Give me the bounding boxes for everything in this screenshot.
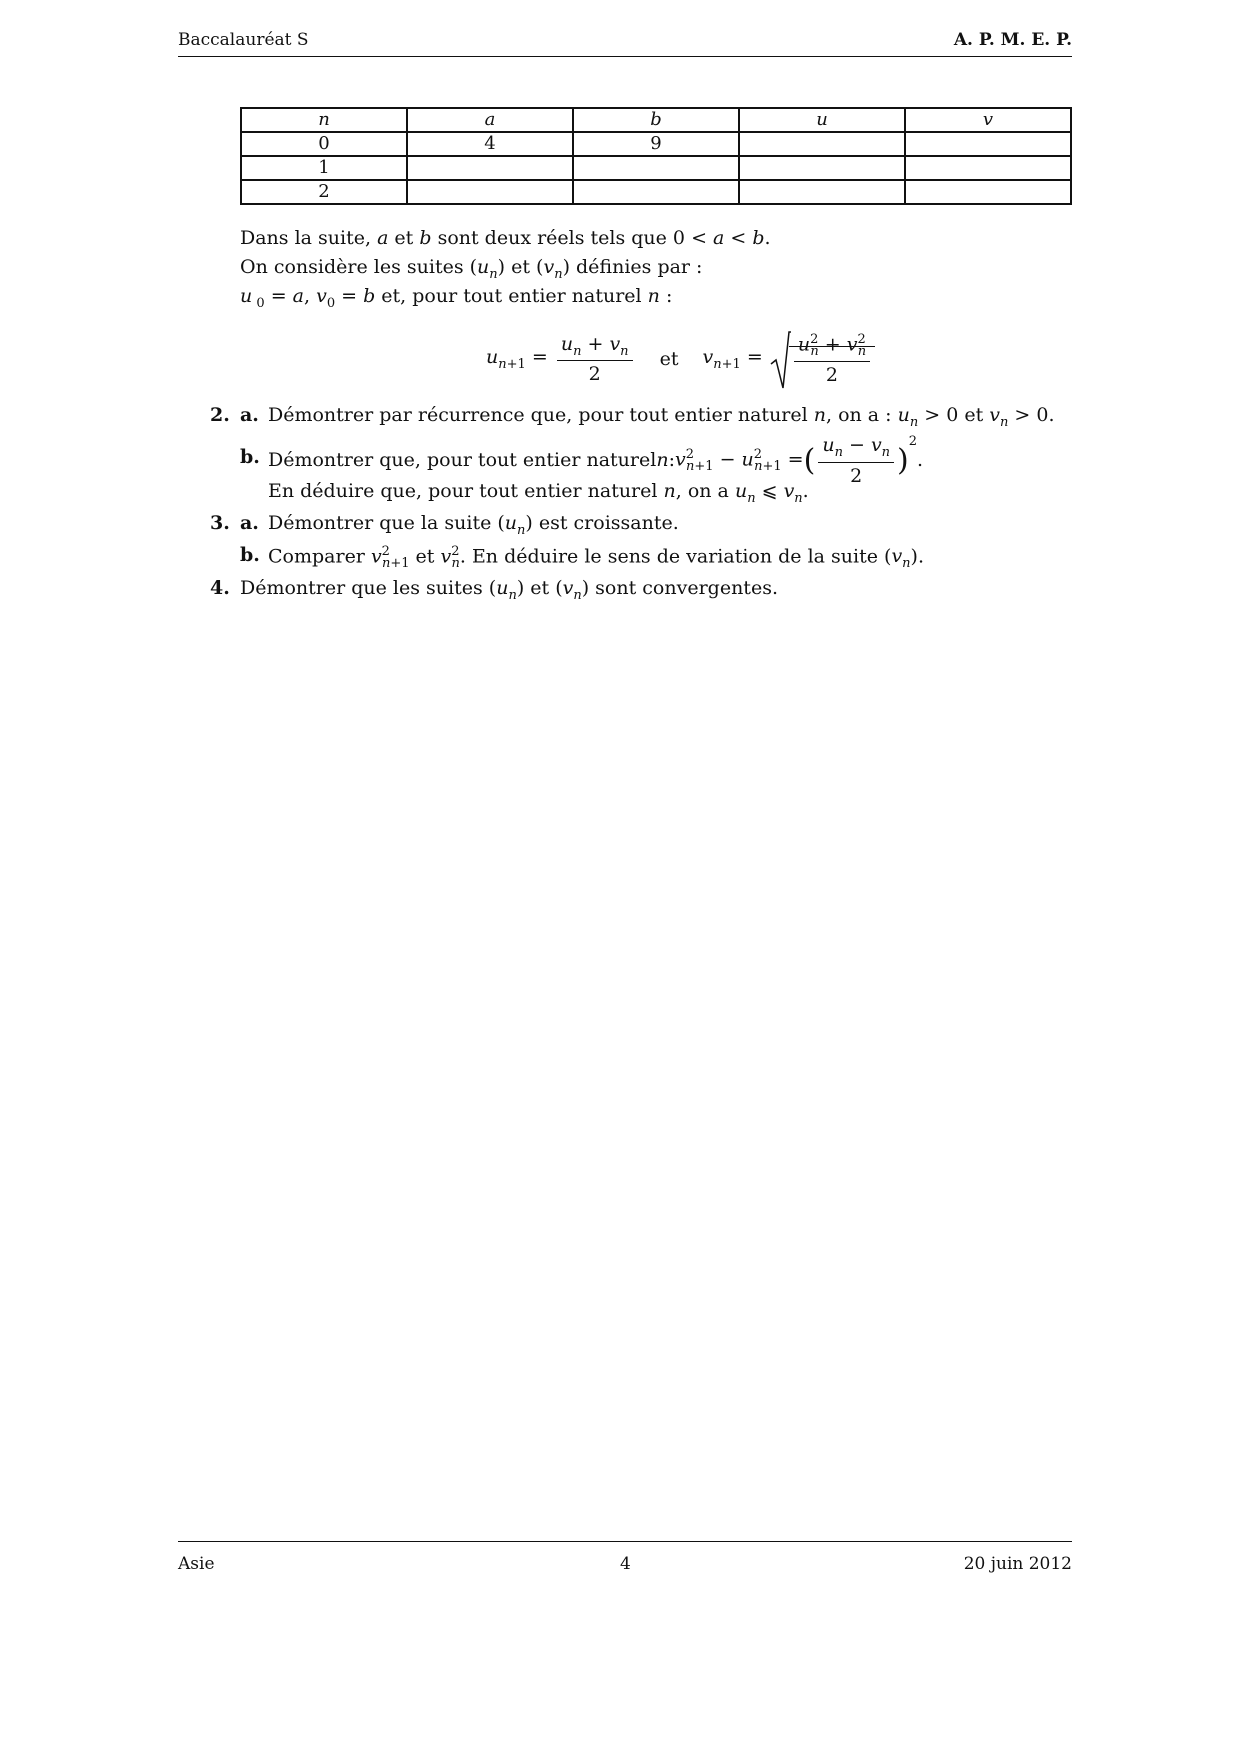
values-table [240,107,1072,205]
table-row [241,180,1071,204]
intro-line-1: Dans la suite, a et b sont deux réels tels que 0 < a < b. [240,227,771,249]
table-cell [739,156,905,180]
table-cell [573,180,739,204]
table-cell: 4 [407,132,573,156]
question-4-text: Démontrer que les suites $(u_n)$ et $(v_n)$ sont convergentes. [240,577,778,603]
question-2a-label: a. [240,404,259,426]
question-2b-text-2: En déduire que, pour tout entier naturel n, on a $u_n$ ⩽ $v_n$. [268,480,809,506]
page-header [178,30,1072,57]
footer-left: Asie [178,1554,215,1574]
table-cell: 9 [573,132,739,156]
table-header-cell: b [573,108,739,132]
table-cell [739,132,905,156]
table-cell [905,180,1071,204]
table-cell [905,132,1071,156]
question-2b-text: Démontrer que, pour tout entier $natureln:v^2_{n+1} - u^2_{n+1}$ =( $\frac{u_n - v_n}{2}$ )2. [268,434,924,487]
question-2-number: 2. [210,404,230,426]
table-row [241,132,1071,156]
formula-et: et [659,348,679,371]
question-3b-text: Comparer $v^2_{n+1}$ et $v^2_n$. En déduire le sens de variation de la suite $(v_n)$. [268,544,924,572]
question-2a-text: Démontrer par récurrence que, pour tout entier naturel n, on a : $u_n > 0$ et $v_n > 0$. [268,404,1055,430]
intro-line-3: u $_0$ = a, $v_0 = b$ et, pour tout entier naturel n : [240,285,673,311]
table-cell: 0 [241,132,407,156]
header-right: A. P. M. E. P. [953,30,1072,50]
table-cell [739,180,905,204]
header-left: Baccalauréat S [178,30,309,50]
table-cell [407,156,573,180]
table-header-row [241,108,1071,132]
table-row [241,156,1071,180]
question-2b-label: b. [240,446,260,468]
question-3-number: 3. [210,512,230,534]
table-header-cell: n [241,108,407,132]
question-4-number: 4. [210,577,230,599]
intro-line-2: On considère les suites $(u_n)$ et $(v_n)$ définies par : [240,256,703,282]
footer-date: 20 juin 2012 [963,1554,1072,1574]
page-number: 4 [620,1554,631,1574]
table-header-cell: a [407,108,573,132]
question-3b-label: b. [240,544,260,566]
page-footer [178,1541,1072,1572]
square-root-icon [769,326,791,390]
table-cell [573,156,739,180]
question-3a-text: Démontrer que la suite $(u_n)$ est croissante. [268,512,679,538]
recurrence-formula: $u_{n+1}$ = $\frac{u_n + v_n}{2}$ et $v_{n+1}$ = $\frac{u^2_n + v^2_n}{2}$ [486,332,875,394]
table-cell: 1 [241,156,407,180]
question-3a-label: a. [240,512,259,534]
table-header-cell: u [739,108,905,132]
table-header-cell: v [905,108,1071,132]
table-cell: 2 [241,180,407,204]
table-cell [905,156,1071,180]
table-cell [407,180,573,204]
